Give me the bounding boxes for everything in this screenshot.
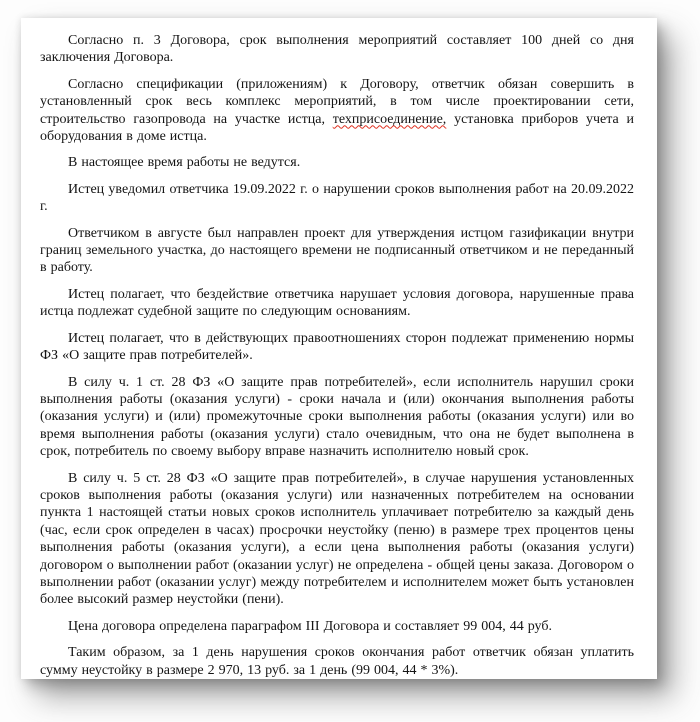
paragraph-text: Согласно спецификации (приложениям) к Договору, ответчик обязан совершить в установленный срок весь комплекс мероприятий, в том числе проектировании сети, строительство газопровода на участке истца, bbox=[40, 76, 634, 127]
paragraph: Ответчиком в августе был направлен проект для утверждения истцом газификации внутри границ земельного участка, до настоящего времени не подписанный ответчиком и не переданный в работу. bbox=[40, 225, 634, 276]
document-page bbox=[21, 18, 657, 679]
document-body bbox=[21, 18, 657, 679]
paragraph: Истец полагает, что бездействие ответчика нарушает условия договора, нарушенные права истца подлежат судебной защите по следующим основаниям. bbox=[40, 286, 634, 320]
paragraph: Истец уведомил ответчика 19.09.2022 г. о нарушении сроков выполнения работ на 20.09.2022 г. bbox=[40, 181, 634, 215]
paragraph-text: установка приборов учета и оборудования в доме истца. bbox=[40, 111, 634, 145]
paragraph bbox=[40, 76, 634, 146]
spellcheck-underlined-word: техприсоединение, bbox=[332, 111, 447, 127]
paragraph: Согласно п. 3 Договора, срок выполнения мероприятий составляет 100 дней со дня заключения Договора. bbox=[40, 33, 634, 66]
paragraph: Цена договора определена параграфом III Договора и составляет 99 004, 44 руб. bbox=[68, 618, 552, 634]
paragraph: Истец полагает, что в действующих правоотношениях сторон подлежат применению нормы ФЗ «О защите прав потребителей». bbox=[40, 330, 634, 364]
paragraph: В силу ч. 1 ст. 28 ФЗ «О защите прав потребителей», если исполнитель нарушил сроки выполнения работы (оказания услуги) - сроки начала и (или) окончания выполнения работы (оказания услуги) и (или) промежуточные сроки выполнения работы (оказания услуги) или во время выполнения работы (оказания услуги) стало очевидным, что она не будет выполнена в срок, потребитель по своему выбору вправе назначить исполнителю новый срок. bbox=[40, 374, 634, 460]
paragraph: В настоящее время работы не ведутся. bbox=[68, 155, 301, 171]
paragraph: Таким образом, за 1 день нарушения сроков окончания работ ответчик обязан уплатить сумму неустойку в размере 2 970, 13 руб. за 1 день (99 004, 44 * 3%). bbox=[40, 645, 634, 678]
paragraph: В силу ч. 5 ст. 28 ФЗ «О защите прав потребителей», в случае нарушения установленных сроков выполнения работы (оказания услуги) или назначенных потребителем на основании пункта 1 настоящей статьи новых сроков исполнитель уплачивает потребителю за каждый день (час, если срок определен в часах) просрочки неустойку (пеню) в размере трех процентов цены выполнения работы (оказания услуги), а если цена выполнения работы (оказания услуги) договором о выполнении работ (оказании услуг) не определена - общей цены заказа. Договором о выполнении работ (оказании услуг) между потребителем и исполнителем может быть установлен более высокий размер неустойки (пени). bbox=[40, 470, 634, 608]
